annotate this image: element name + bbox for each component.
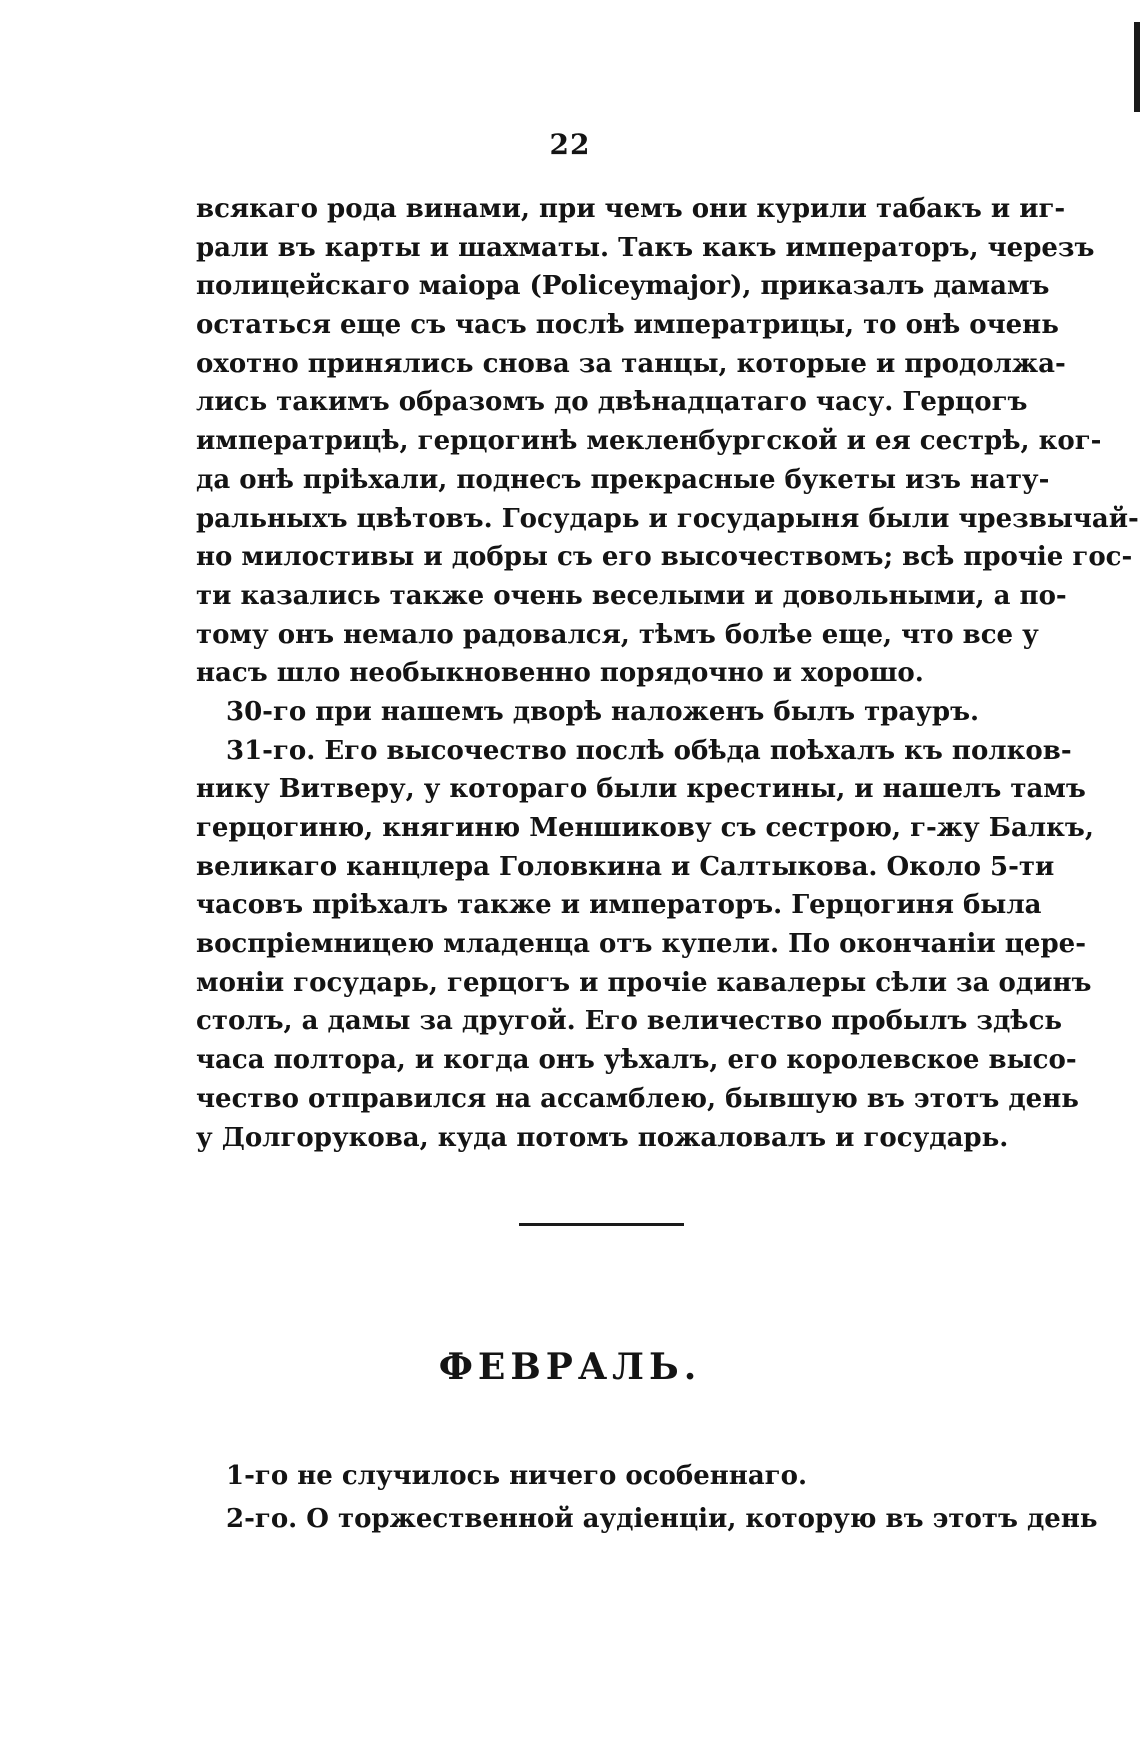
section-heading: ФЕВРАЛЬ. (438, 1346, 702, 1388)
diary-entry-31-line: 31-го. Его высочество послѣ обѣда поѣхалъ къ полков- (226, 735, 1072, 766)
text-line: всякаго рода винами, при чемъ они курили табакъ и иг- (196, 194, 1066, 224)
text-line: тому онъ немало радовался, тѣмъ болѣе еще, что все у (196, 619, 1039, 650)
text-line: ти казались также очень веселыми и довольными, а по- (196, 580, 1067, 611)
diary-entry-31-line: монiи государь, герцогъ и прочiе кавалеры сѣли за одинъ (196, 967, 1092, 998)
diary-entry-31-line: чество отправился на ассамблею, бывшую въ этотъ день (196, 1083, 1079, 1114)
text-line: рали въ карты и шахматы. Такъ какъ императоръ, черезъ (196, 232, 1095, 263)
diary-entry-31-line: великаго канцлера Головкина и Салтыкова. Около 5-ти (196, 851, 1055, 882)
diary-entry-31-line: у Долгорукова, куда потомъ пожаловалъ и государь. (196, 1122, 1009, 1153)
text-line: да онѣ прiѣхали, поднесъ прекрасные букеты изъ нату- (196, 464, 1050, 495)
page-edge-mark (1134, 22, 1140, 112)
page-number: 22 (549, 128, 591, 161)
text-line: но милостивы и добры съ его высочествомъ; всѣ прочiе гос- (196, 542, 1133, 573)
february-text-block (196, 1455, 1098, 1541)
text-line: остаться еще съ часъ послѣ императрицы, то онѣ очень (196, 310, 1059, 341)
diary-entry-feb-1: 1-го не случилось ничего особеннаго. (226, 1461, 808, 1491)
diary-entry-31-line: часа полтора, и когда онъ уѣхалъ, его королевское высо- (196, 1045, 1077, 1076)
text-line: ральныхъ цвѣтовъ. Государь и государыня были чрезвычай- (196, 503, 1139, 534)
diary-entry-31-line: воспрiемницею младенца отъ купели. По окончанiи цере- (196, 929, 1086, 960)
diary-entry-31-line: часовъ прiѣхалъ также и императоръ. Герцогиня была (196, 890, 1042, 921)
diary-entry-feb-2: 2-го. О торжественной аудiенцiи, которую въ этотъ день (226, 1504, 1098, 1534)
section-divider (519, 1223, 684, 1226)
text-line: охотно принялись снова за танцы, которые и продолжа- (196, 348, 1066, 379)
diary-entry-31-line: нику Витверу, у котораго были крестины, и нашелъ тамъ (196, 774, 1086, 805)
diary-entry-30: 30-го при нашемъ дворѣ наложенъ былъ трауръ. (226, 696, 980, 727)
text-line: императрицѣ, герцогинѣ мекленбургской и ея сестрѣ, ког- (196, 426, 1102, 457)
text-line: полицейскаго маiора (Policeymajor), приказалъ дамамъ (196, 271, 1050, 302)
main-text-block (196, 190, 1139, 1157)
diary-entry-31-line: столъ, а дамы за другой. Его величество пробылъ здѣсь (196, 1006, 1063, 1037)
text-line: лись такимъ образомъ до двѣнадцатаго часу. Герцогъ (196, 387, 1028, 418)
text-line: насъ шло необыкновенно порядочно и хорошо. (196, 658, 924, 689)
diary-entry-31-line: герцогиню, княгиню Меншикову съ сестрою, г-жу Балкъ, (196, 813, 1094, 843)
